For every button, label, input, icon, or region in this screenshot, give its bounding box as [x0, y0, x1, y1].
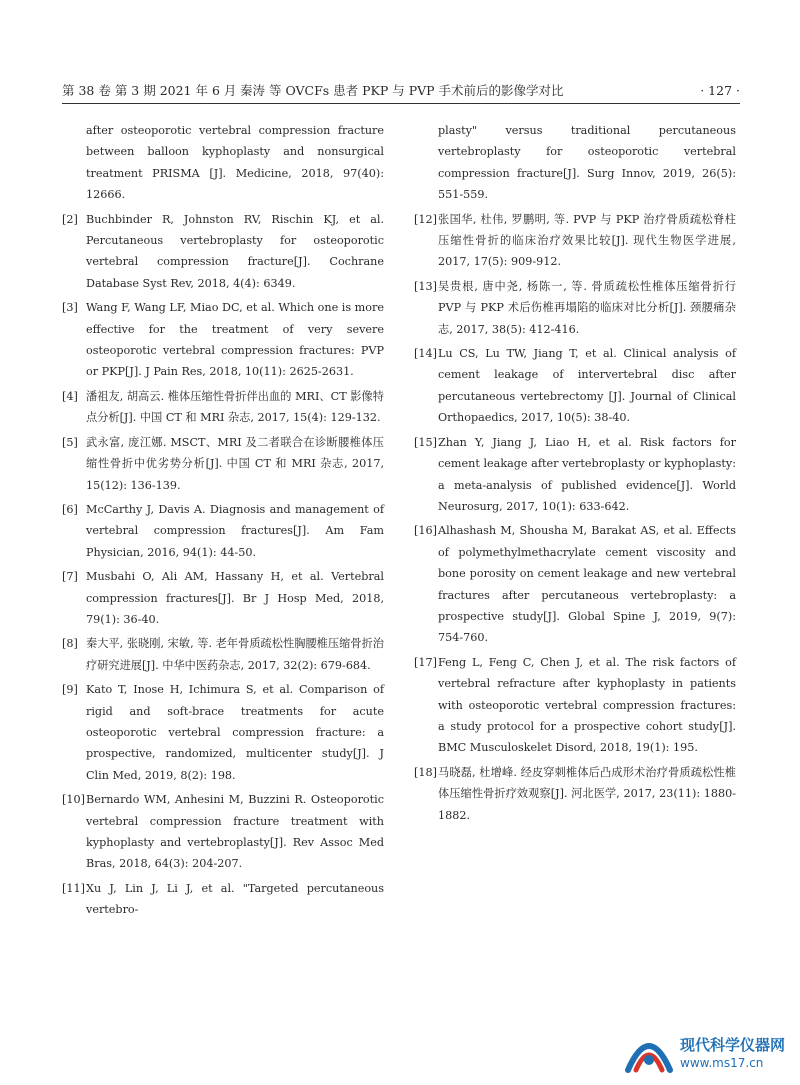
reference-number: [11] [62, 881, 85, 895]
references-left-column [62, 120, 384, 924]
reference-item [62, 209, 384, 295]
reference-number: [14] [414, 347, 437, 361]
reference-text: Zhan Y, Jiang J, Liao H, et al. Risk factors for cement leakage after vertebroplasty or kyphoplasty: a meta-analysis of published evidence[J]. World Neurosurg, 2017, 10(1): 633-642. [438, 435, 736, 513]
reference-item [62, 432, 384, 496]
reference-text: Alhashash M, Shousha M, Barakat AS, et al. Effects of polymethylmethacrylate cement viscosity and bone porosity on cement leakage and new vertebral fractures after percutaneous vertebroplasty: a prospective study[J]. Global Spine J, 2019, 9(7): 754-760. [438, 524, 736, 645]
reference-text: Bernardo WM, Anhesini M, Buzzini R. Osteoporotic vertebral compression fracture treatment with kyphoplasty and vertebroplasty[J]. Rev Assoc Med Bras, 2018, 64(3): 204-207. [86, 793, 384, 871]
reference-text: McCarthy J, Davis A. Diagnosis and management of vertebral compression fractures[J]. Am Fam Physician, 2016, 94(1): 44-50. [86, 502, 384, 559]
running-title: 秦涛 等 OVCFs 患者 PKP 与 PVP 手术前后的影像学对比 [240, 83, 564, 98]
reference-item [62, 789, 384, 875]
reference-item [414, 432, 736, 518]
reference-item [62, 633, 384, 676]
reference-text: 潘祖友, 胡高云. 椎体压缩性骨折伴出血的 MRI、CT 影像特点分析[J]. 中国 CT 和 MRI 杂志, 2017, 15(4): 129-132. [86, 389, 384, 425]
reference-number: [2] [62, 212, 78, 226]
site-watermark [622, 1028, 792, 1078]
reference-item [414, 343, 736, 429]
reference-text: 吴贵根, 唐中尧, 杨陈一, 等. 骨质疏松性椎体压缩骨折行 PVP 与 PKP 术后伤椎再塌陷的临床对比分析[J]. 颈腰痛杂志, 2017, 38(5): 412-416. [438, 279, 736, 336]
reference-text: Musbahi O, Ali AM, Hassany H, et al. Vertebral compression fractures[J]. Br J Hosp Med, 2018, 79(1): 36-40. [86, 570, 384, 626]
reference-continuation: plasty" versus traditional percutaneous vertebroplasty for osteoporotic vertebral compression fracture[J]. Surg Innov, 2019, 26(5): 551-559. [438, 124, 736, 202]
reference-text: Xu J, Lin J, Li J, et al. "Targeted percutaneous vertebro- [86, 881, 384, 917]
reference-item [414, 762, 736, 826]
reference-item [414, 209, 736, 273]
reference-item [62, 566, 384, 630]
references-right-column [414, 120, 736, 829]
reference-number: [3] [62, 301, 78, 315]
reference-text: Feng L, Feng C, Chen J, et al. The risk factors of vertebral refracture after kyphoplasty in patients with osteoporotic vertebral compression fractures: a study protocol for a prospective cohort study[J]. BMC Musculoskelet Disord, 2018, 19(1): 195. [438, 655, 736, 755]
reference-item [62, 878, 384, 921]
instrument-logo-icon [622, 1030, 676, 1076]
reference-number: [12] [414, 212, 437, 226]
reference-number: [9] [62, 683, 78, 697]
reference-text: Kato T, Inose H, Ichimura S, et al. Comparison of rigid and soft-brace treatments for acute osteoporotic vertebral compression fracture: a prospective, randomized, multicenter study[J]. J Clin Med, 2019, 8(2): 198. [86, 683, 384, 782]
reference-number: [8] [62, 637, 78, 651]
reference-continuation: after osteoporotic vertebral compression fracture between balloon kyphoplasty and nonsurgical treatment PRISMA [J]. Medicine, 2018, 97(40): 12666. [86, 124, 384, 202]
reference-item [414, 652, 736, 759]
reference-item [62, 499, 384, 563]
watermark-site-name: 现代科学仪器网 [680, 1036, 786, 1054]
reference-item [414, 276, 736, 340]
reference-number: [17] [414, 655, 437, 669]
reference-item [62, 679, 384, 786]
journal-issue: 第 38 卷 第 3 期 2021 年 6 月 [62, 83, 237, 98]
reference-number: [6] [62, 502, 78, 516]
reference-text: 秦大平, 张晓刚, 宋敏, 等. 老年骨质疏松性胸腰椎压缩骨折治疗研究进展[J]. 中华中医药杂志, 2017, 32(2): 679-684. [86, 637, 384, 672]
reference-item [414, 520, 736, 648]
reference-text: Lu CS, Lu TW, Jiang T, et al. Clinical analysis of cement leakage of intervertebral disc after percutaneous vertebrectomy [J]. Journal of Clinical Orthopaedics, 2017, 10(5): 38-40. [438, 347, 736, 425]
reference-number: [13] [414, 279, 437, 293]
reference-number: [16] [414, 524, 437, 538]
watermark-url[interactable]: www.ms17.cn [680, 1056, 764, 1070]
reference-number: [10] [62, 793, 85, 807]
reference-number: [4] [62, 389, 78, 403]
reference-number: [7] [62, 570, 78, 584]
reference-text: 马晓磊, 杜增峰. 经皮穿刺椎体后凸成形术治疗骨质疏松性椎体压缩性骨折疗效观察[J]. 河北医学, 2017, 23(11): 1880-1882. [438, 765, 736, 822]
page-number: · 127 · [700, 83, 740, 98]
reference-text: Wang F, Wang LF, Miao DC, et al. Which one is more effective for the treatment of very severe osteoporotic vertebral compression fractures: PVP or PKP[J]. J Pain Res, 2018, 10(11): 2625-2631. [86, 301, 384, 379]
reference-text: 武永富, 庞江娜. MSCT、MRI 及二者联合在诊断腰椎体压缩性骨折中优劣势分析[J]. 中国 CT 和 MRI 杂志, 2017, 15(12): 136-139. [86, 435, 384, 492]
header-rule [62, 103, 740, 104]
reference-item [62, 386, 384, 429]
reference-number: [15] [414, 435, 437, 449]
reference-text: 张国华, 杜伟, 罗鹏明, 等. PVP 与 PKP 治疗骨质疏松脊柱压缩性骨折的临床治疗效果比较[J]. 现代生物医学进展, 2017, 17(5): 909-912. [438, 212, 736, 269]
reference-text: Buchbinder R, Johnston RV, Rischin KJ, et al. Percutaneous vertebroplasty for osteoporotic vertebral compression fracture[J]. Cochrane Database Syst Rev, 2018, 4(4): 6349. [86, 212, 384, 290]
reference-number: [18] [414, 765, 437, 779]
reference-item [62, 297, 384, 383]
reference-number: [5] [62, 435, 78, 449]
